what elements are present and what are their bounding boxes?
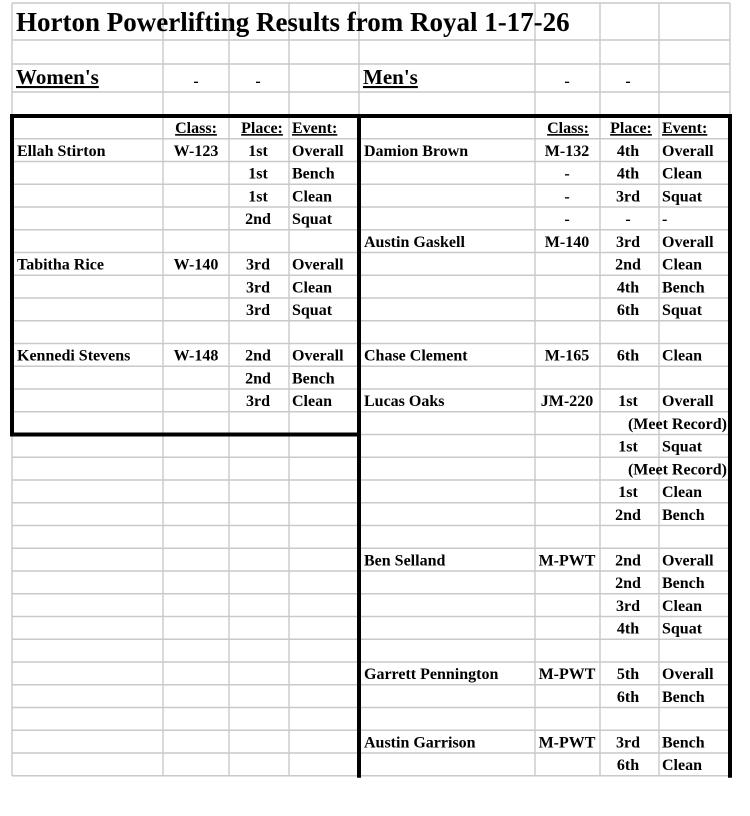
men-blank-mark-2: - — [625, 73, 631, 90]
men-place: 1st — [618, 393, 638, 411]
men-place: 3rd — [616, 233, 640, 251]
men-event: Clean — [662, 256, 702, 274]
women-class: W-148 — [173, 347, 219, 365]
men-event: Overall — [662, 233, 714, 251]
men-event: Bench — [662, 575, 705, 593]
men-event: Squat — [662, 438, 703, 456]
men-place: 4th — [616, 279, 640, 297]
men-event: Overall — [662, 142, 714, 160]
men-class: M-PWT — [538, 734, 596, 752]
men-place: 6th — [616, 688, 640, 706]
women-event: Clean — [292, 279, 332, 297]
men-event: Clean — [662, 165, 702, 183]
men-athlete-name: Austin Garrison — [364, 734, 476, 752]
women-event: Overall — [292, 347, 344, 365]
women-place: 2nd — [245, 211, 271, 229]
column-header-class: Class: — [175, 120, 217, 138]
women-class: W-140 — [173, 256, 219, 274]
women-blank-mark-2: - — [255, 73, 261, 90]
men-event: Overall — [662, 552, 714, 570]
men-place: - — [625, 211, 631, 229]
women-event: Bench — [292, 370, 335, 388]
women-place: 3rd — [246, 302, 270, 320]
men-place: 2nd — [615, 506, 641, 524]
women-place: 1st — [248, 165, 268, 183]
men-event: Bench — [662, 734, 705, 752]
men-event: Clean — [662, 597, 702, 615]
men-event: Squat — [662, 620, 703, 638]
women-place: 1st — [248, 188, 268, 206]
men-class: M-PWT — [538, 666, 596, 684]
women-event: Squat — [292, 302, 333, 320]
men-section-label: Men's — [363, 65, 418, 89]
men-place: 2nd — [615, 552, 641, 570]
men-place: 5th — [616, 666, 640, 684]
men-event: Bench — [662, 279, 705, 297]
column-header-event: Event: — [662, 120, 708, 138]
meet-record-note: (Meet Record) — [627, 415, 727, 433]
women-event: Overall — [292, 142, 344, 160]
women-class: W-123 — [173, 142, 219, 160]
women-blank-mark-1: - — [193, 73, 199, 90]
men-place: 1st — [618, 484, 638, 502]
men-place: 3rd — [616, 597, 640, 615]
men-event: Squat — [662, 188, 703, 206]
women-place: 3rd — [246, 393, 270, 411]
men-event: Bench — [662, 506, 705, 524]
men-event: Overall — [662, 393, 714, 411]
men-place: 6th — [616, 347, 640, 365]
men-class: M-132 — [544, 142, 590, 160]
men-place: 4th — [616, 142, 640, 160]
women-athlete-name: Ellah Stirton — [17, 142, 106, 160]
men-place: 1st — [618, 438, 638, 456]
men-place: 3rd — [616, 188, 640, 206]
women-event: Clean — [292, 393, 332, 411]
men-athlete-name: Lucas Oaks — [364, 393, 445, 411]
women-section-label: Women's — [16, 65, 99, 89]
men-blank-mark-1: - — [564, 73, 570, 90]
cell-texts — [16, 7, 727, 774]
men-class: - — [564, 211, 570, 229]
men-place: 4th — [616, 620, 640, 638]
men-class: M-PWT — [538, 552, 596, 570]
men-athlete-name: Ben Selland — [364, 552, 446, 570]
men-athlete-name: Damion Brown — [364, 142, 469, 160]
cell-gridlines — [12, 3, 730, 776]
men-place: 4th — [616, 165, 640, 183]
men-athlete-name: Chase Clement — [364, 347, 468, 365]
men-event: Bench — [662, 688, 705, 706]
women-athlete-name: Kennedi Stevens — [17, 347, 131, 365]
men-event: - — [662, 211, 668, 229]
men-place: 2nd — [615, 575, 641, 593]
men-class: JM-220 — [540, 393, 594, 411]
women-event: Overall — [292, 256, 344, 274]
men-class: M-140 — [544, 233, 590, 251]
women-place: 3rd — [246, 256, 270, 274]
women-place: 2nd — [245, 347, 271, 365]
women-event: Squat — [292, 211, 333, 229]
men-event: Clean — [662, 347, 702, 365]
men-event: Clean — [662, 757, 702, 775]
men-athlete-name: Austin Gaskell — [364, 233, 465, 251]
men-place: 6th — [616, 757, 640, 775]
women-place: 1st — [248, 142, 268, 160]
column-header-class: Class: — [547, 120, 589, 138]
men-class: M-165 — [544, 347, 590, 365]
men-event: Clean — [662, 484, 702, 502]
women-event: Bench — [292, 165, 335, 183]
men-event: Overall — [662, 666, 714, 684]
column-header-event: Event: — [292, 120, 338, 138]
men-place: 2nd — [615, 256, 641, 274]
men-place: 3rd — [616, 734, 640, 752]
column-header-place: Place: — [610, 120, 652, 138]
men-class: - — [564, 188, 570, 206]
women-place: 3rd — [246, 279, 270, 297]
column-header-place: Place: — [241, 120, 283, 138]
men-class: - — [564, 165, 570, 183]
men-place: 6th — [616, 302, 640, 320]
women-athlete-name: Tabitha Rice — [17, 256, 104, 274]
women-event: Clean — [292, 188, 332, 206]
women-place: 2nd — [245, 370, 271, 388]
men-athlete-name: Garrett Pennington — [364, 666, 499, 684]
sheet-title: Horton Powerlifting Results from Royal 1-17-26 — [16, 7, 570, 37]
men-event: Squat — [662, 302, 703, 320]
meet-record-note: (Meet Record) — [627, 461, 727, 479]
